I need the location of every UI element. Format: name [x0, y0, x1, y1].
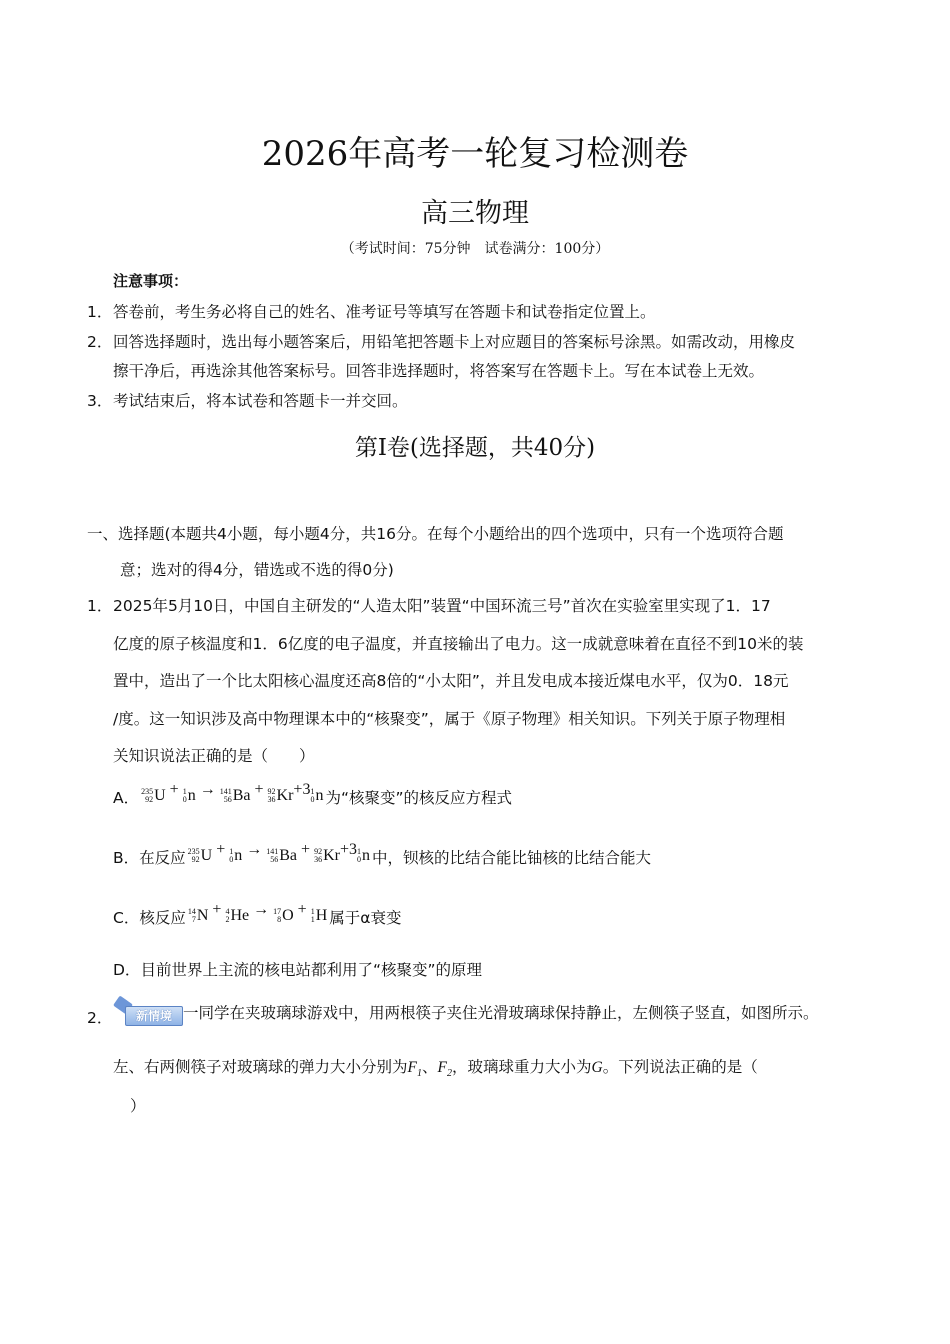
option-text: 目前世界上主流的核电站都利用了“核聚变”的原理: [140, 961, 482, 979]
option-label: B．: [113, 849, 140, 867]
question-text: 2025年5月10日，中国自主研发的“人造太阳”装置“中国环流三号”首次在实验室里实现了1．17: [113, 597, 771, 615]
question-text: 关知识说法正确的是（ ）: [113, 747, 315, 765]
question-number: 1．: [87, 597, 113, 615]
option-text: 核反应: [139, 909, 186, 927]
option-text: 在反应: [139, 849, 186, 867]
option-text: 为“核聚变”的核反应方程式: [325, 789, 512, 807]
option-label: A．: [113, 789, 140, 807]
note-number: 1．: [87, 303, 113, 321]
question-number: 2．: [87, 1009, 113, 1027]
option-a[interactable]: [113, 780, 512, 811]
new-context-badge: 新情境: [113, 1003, 183, 1025]
fission-equation: 235 92 U + 1 0 n → 141 56 Ba + 92 36 Kr +3 1 0 n: [141, 780, 324, 804]
option-b[interactable]: [113, 840, 651, 871]
option-c[interactable]: [113, 900, 402, 931]
note-number: 3．: [87, 392, 113, 410]
fission-equation: 235 92 U + 1 0 n → 141 56 Ba + 92 36 Kr +3 1 0 n: [187, 840, 370, 864]
option-label: C．: [113, 909, 140, 927]
question-text: 亿度的原子核温度和1．6亿度的电子温度，并直接输出了电力。这一成就意味着在直径不到10米的装: [113, 635, 804, 653]
section-title: 第Ⅰ卷(选择题，共40分): [354, 435, 596, 461]
option-text: 中，钡核的比结合能比铀核的比结合能大: [371, 849, 651, 867]
exam-subtitle: 高三物理: [421, 198, 529, 229]
notes-heading: 注意事项：: [113, 272, 189, 290]
option-text: 属于α衰变: [329, 909, 402, 927]
option-d[interactable]: [113, 958, 482, 980]
question-text: 置中，造出了一个比太阳核心温度还高8倍的“小太阳”，并且发电成本接近煤电水平，仅为0．18元: [113, 672, 789, 690]
part-instructions: 意；选对的得4分，错选或不选的得0分): [120, 561, 394, 579]
question-text: ）: [130, 1097, 146, 1115]
note-number: 2．: [87, 333, 113, 351]
question-text: 左、右两侧筷子对玻璃球的弹力大小分别为$F_1$、$F_2$，玻璃球重力大小为G。下列说法正确的是（: [113, 1058, 758, 1080]
note-line: 考试结束后，将本试卷和答题卡一并交回。: [113, 392, 408, 410]
part-instructions: 一、选择题(本题共4小题，每小题4分，共16分。在每个小题给出的四个选项中，只有一个选项符合题: [87, 525, 784, 543]
option-label: D．: [113, 961, 141, 979]
question-text: 新情境 一同学在夹玻璃球游戏中，用两根筷子夹住光滑玻璃球保持静止，左侧筷子竖直，如图所示。: [113, 1001, 819, 1025]
exam-title: 2026年高考一轮复习检测卷: [261, 134, 689, 174]
transmutation-equation: 14 7 N + 4 2 He → 17 8 O + 1 1 H: [187, 900, 328, 924]
note-line: 答卷前，考生务必将自己的姓名、准考证号等填写在答题卡和试卷指定位置上。: [113, 303, 656, 321]
exam-info: （考试时间：75分钟 试卷满分：100分）: [340, 241, 610, 257]
note-line: 回答选择题时，选出每小题答案后，用铅笔把答题卡上对应题目的答案标号涂黑。如需改动，用橡皮: [113, 333, 796, 351]
note-line: 擦干净后，再选涂其他答案标号。回答非选择题时，将答案写在答题卡上。写在本试卷上无效。: [113, 362, 765, 380]
question-text: /度。这一知识涉及高中物理课本中的“核聚变”，属于《原子物理》相关知识。下列关于原子物理相: [113, 710, 786, 728]
